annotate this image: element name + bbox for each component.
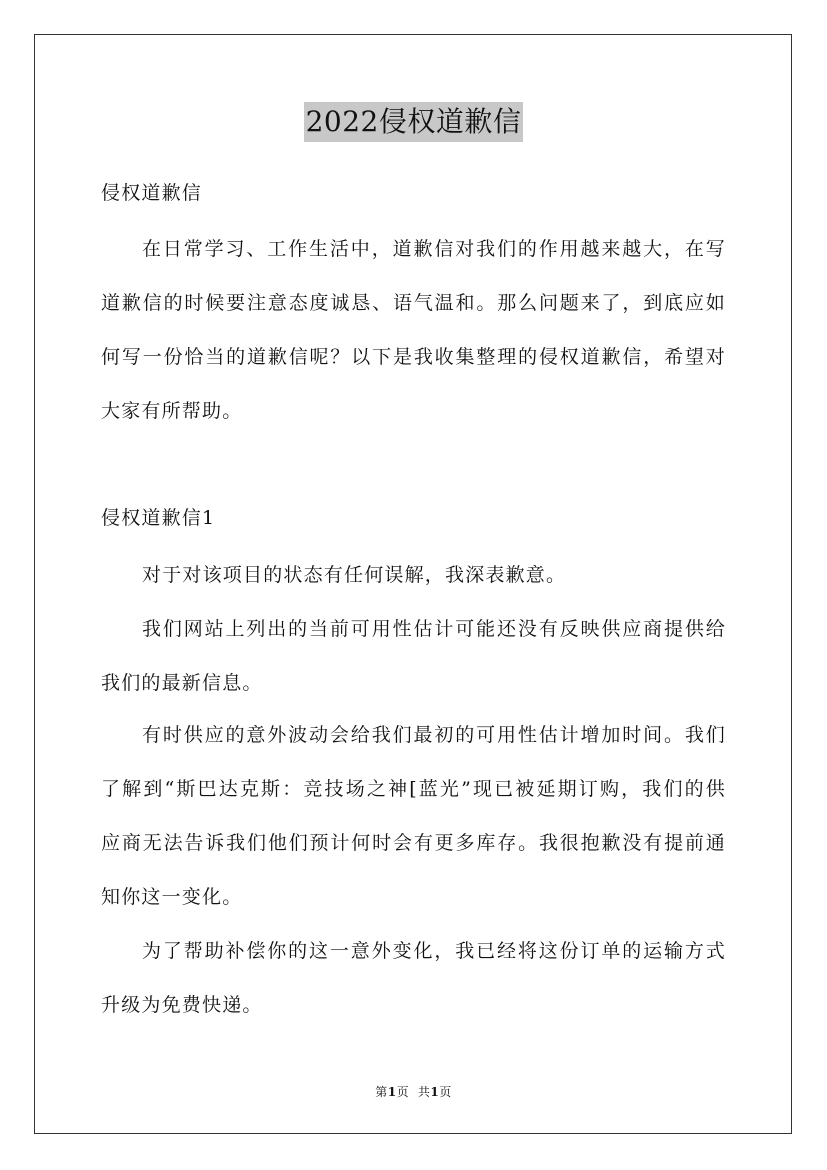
footer-total-suffix: 页 (439, 1085, 452, 1099)
body-line-9: 升级为免费快递。 (101, 994, 263, 1016)
footer-total-prefix: 共 (417, 1085, 431, 1099)
document-title: 2022侵权道歉信 (304, 102, 524, 142)
document-subtitle: 侵权道歉信 (101, 182, 203, 204)
footer-page-current: 1 (387, 1085, 397, 1099)
intro-line-3: 何写一份恰当的道歉信呢？以下是我收集整理的侵权道歉信，希望对 (101, 346, 726, 368)
footer-page-prefix: 第 (375, 1085, 388, 1099)
intro-line-4: 大家有所帮助。 (101, 400, 243, 422)
body-line-8: 为了帮助补偿你的这一意外变化，我已经将这份订单的运输方式 (142, 940, 726, 962)
footer-page-total: 1 (430, 1085, 440, 1099)
footer-page-suffix: 页 (396, 1085, 410, 1099)
title-container (0, 102, 827, 142)
page-footer (0, 1083, 827, 1101)
section-heading: 侵权道歉信1 (101, 507, 216, 529)
body-line-6: 应商无法告诉我们他们预计何时会有更多库存。我很抱歉没有提前通 (101, 832, 726, 854)
body-line-2: 我们网站上列出的当前可用性估计可能还没有反映供应商提供给 (142, 618, 726, 640)
body-line-3: 我们的最新信息。 (101, 672, 263, 694)
body-line-5: 了解到“斯巴达克斯：竞技场之神[蓝光”现已被延期订购，我们的供 (101, 778, 726, 800)
body-line-7: 知你这一变化。 (101, 886, 243, 908)
body-line-1: 对于对该项目的状态有任何误解，我深表歉意。 (142, 564, 567, 586)
body-line-4: 有时供应的意外波动会给我们最初的可用性估计增加时间。我们 (142, 724, 726, 746)
intro-line-1: 在日常学习、工作生活中，道歉信对我们的作用越来越大，在写 (142, 238, 726, 260)
intro-line-2: 道歉信的时候要注意态度诚恳、语气温和。那么问题来了，到底应如 (101, 292, 726, 314)
